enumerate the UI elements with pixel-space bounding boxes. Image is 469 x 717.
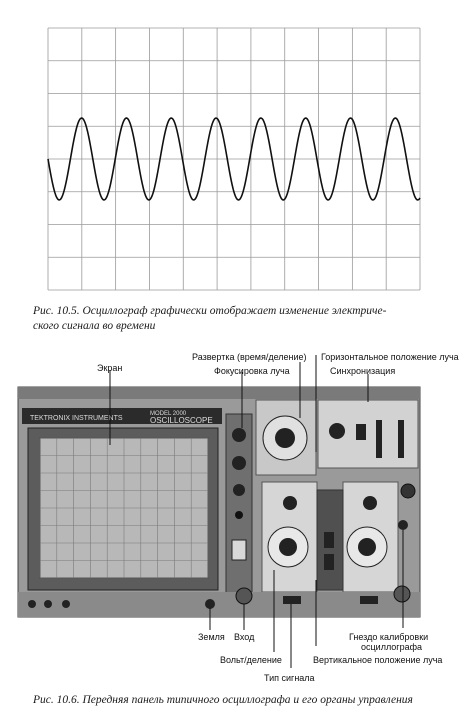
focus-column (226, 414, 252, 604)
intensity-knob[interactable] (232, 428, 246, 442)
time-div-knob-center (275, 428, 295, 448)
left-terminal-1 (28, 600, 36, 608)
calibration-jack[interactable] (398, 520, 408, 530)
ch1-volts-div-center (279, 538, 297, 556)
trigger-source-slider[interactable] (376, 420, 382, 458)
model-name-label: OSCILLOSCOPE (150, 416, 213, 425)
trigger-mode-slider[interactable] (398, 420, 404, 458)
ground-terminal[interactable] (205, 599, 215, 609)
oscillogram-chart (0, 0, 469, 300)
ch1-position-knob[interactable] (283, 496, 297, 510)
ac-dc-switch[interactable] (283, 596, 301, 604)
label-calibration-1: Гнездо калибровки (349, 632, 429, 642)
label-ground: Земля (198, 632, 225, 642)
label-horizontal: Горизонтальное положение луча (321, 352, 459, 362)
left-terminal-2 (44, 600, 52, 608)
mode-switch-1[interactable] (324, 532, 334, 548)
caption-line-2: ского сигнала во времени (33, 320, 156, 332)
ch1-input-connector[interactable] (236, 588, 252, 604)
label-volts-div: Вольт/деление (220, 655, 282, 665)
oscilloscope-front-panel (0, 340, 469, 680)
model-label: MODEL 2000 (150, 411, 187, 417)
trigger-slope-switch[interactable] (356, 424, 366, 440)
ch2-position-knob[interactable] (363, 496, 377, 510)
label-signal-type: Тип сигнала (264, 673, 315, 683)
label-vertical: Вертикальное положение луча (313, 655, 443, 665)
label-input: Вход (234, 632, 255, 642)
astig-knob[interactable] (233, 484, 245, 496)
trigger-level-knob[interactable] (329, 423, 345, 439)
bottom-strip (18, 592, 420, 617)
mode-switch-2[interactable] (324, 554, 334, 570)
caption-line-1: Рис. 10.5. Осциллограф графически отображает изменение электриче- (33, 305, 387, 317)
focus-knob[interactable] (232, 456, 246, 470)
ch2-ac-dc-switch[interactable] (360, 596, 378, 604)
ch2-input-connector[interactable] (394, 586, 410, 602)
figure-10-6-caption: Рис. 10.6. Передняя панель типичного осциллографа и его органы управления (33, 694, 413, 706)
power-led (235, 511, 243, 519)
ext-trigger-connector[interactable] (401, 484, 415, 498)
label-sync: Синхронизация (330, 366, 396, 376)
power-switch[interactable] (232, 540, 246, 560)
left-terminal-3 (62, 600, 70, 608)
brand-logo: TEKTRONIX INSTRUMENTS (30, 415, 123, 422)
label-screen: Экран (97, 363, 123, 373)
label-sweep: Развертка (время/деление) (192, 352, 307, 362)
panel-top-strip (18, 387, 420, 399)
ch2-volts-div-center (358, 538, 376, 556)
label-calibration-2: осциллографа (361, 642, 423, 652)
figure-10-5-caption (33, 304, 453, 334)
chart-grid (48, 28, 420, 290)
label-focus: Фокусировка луча (214, 366, 290, 376)
